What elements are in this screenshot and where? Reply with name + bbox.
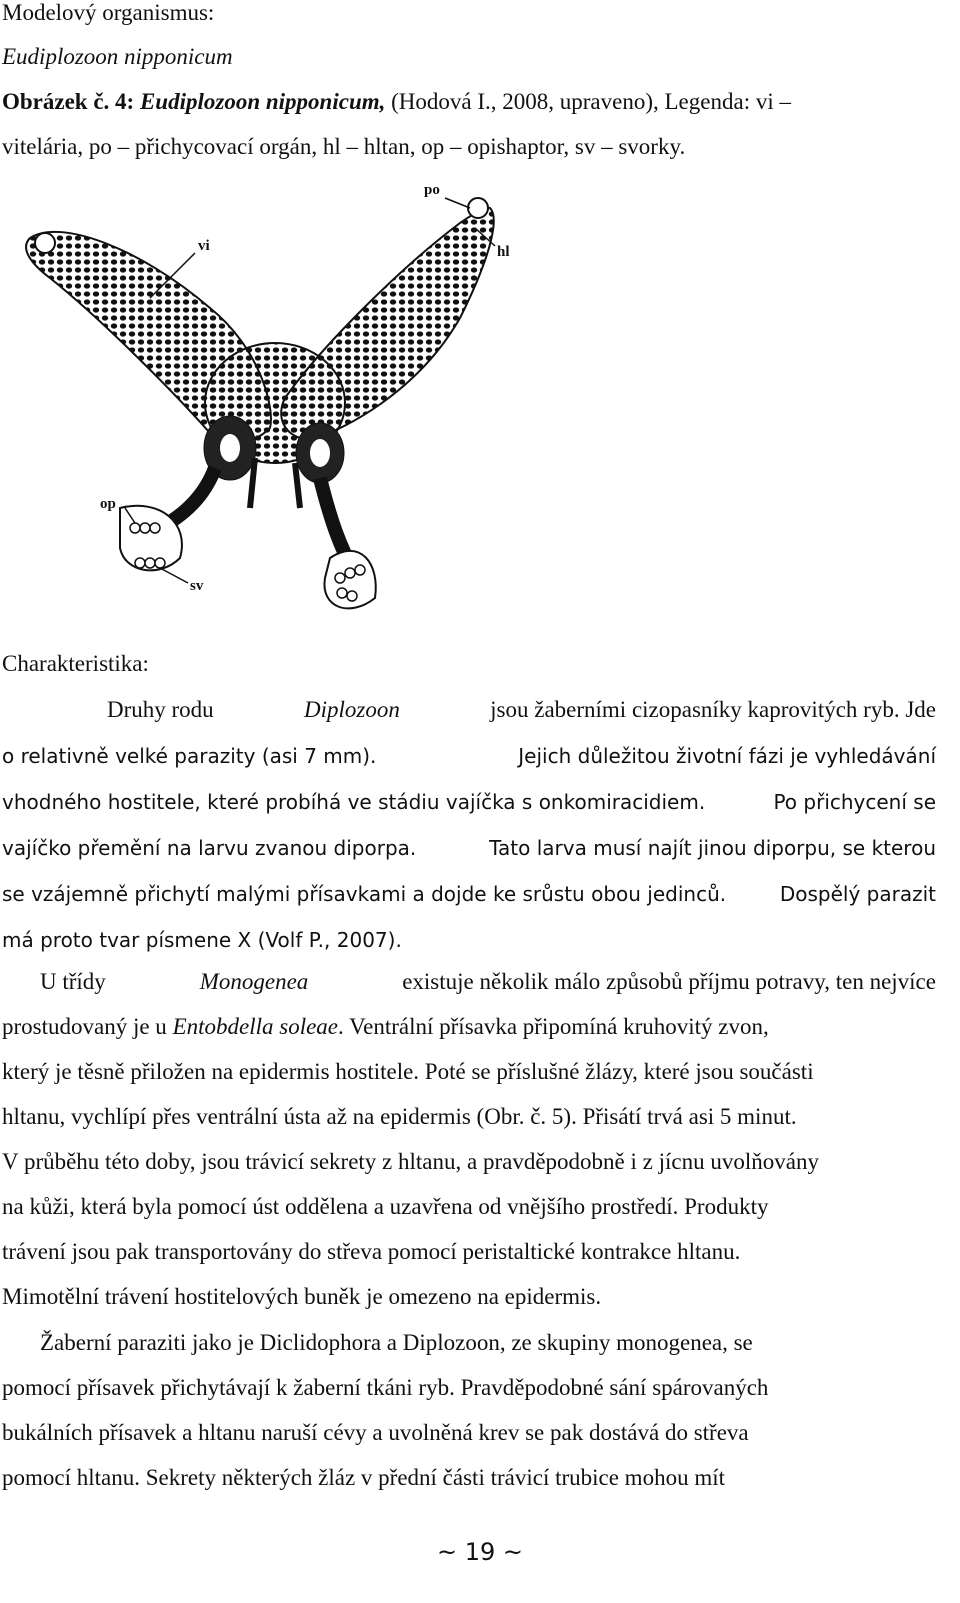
p2-line-1: U třídy Monogenea existuje několik málo způsobů příjmu potravy, ten nejvíce bbox=[40, 969, 936, 994]
figure-caption-line-1 bbox=[2, 89, 936, 115]
p3-line-2: pomocí přísavek přichytávají k žaberní tkáni ryb. Pravděpodobné sání spárovaných bbox=[2, 1375, 769, 1400]
label-po: po bbox=[424, 182, 440, 198]
p2-line-3: který je těsně přiložen na epidermis hostitele. Poté se příslušné žlázy, které jsou součásti bbox=[2, 1059, 814, 1084]
caption-species: Eudiplozoon nipponicum, bbox=[139, 89, 386, 114]
header-line-2: Eudiplozoon nipponicum bbox=[2, 44, 233, 69]
label-op: op bbox=[100, 496, 116, 512]
figure-caption-line-2: vitelária, po – přichycovací orgán, hl – hltan, op – opishaptor, sv – svorky. bbox=[2, 134, 686, 159]
p3-line-3: bukálních přísavek a hltanu naruší cévy a uvolněná krev se pak dostává do střeva bbox=[2, 1420, 749, 1445]
p2-line-7: trávení jsou pak transportovány do střeva pomocí peristaltické kontrakce hltanu. bbox=[2, 1239, 741, 1264]
diplozoon-figure bbox=[20, 178, 540, 618]
caption-label: Obrázek č. 4: bbox=[2, 89, 135, 114]
p1-line-3: vhodného hostitele, které probíhá ve stádiu vajíčka s onkomiracidiem. Po přichycení se bbox=[2, 790, 936, 814]
p1-line-1: Druhy rodu Diplozoon jsou žaberními cizopasníky kaprovitých ryb. Jde bbox=[107, 697, 936, 722]
p1-line-6: má proto tvar písmene X (Volf P., 2007). bbox=[2, 928, 402, 952]
p1-line-4: vajíčko přemění na larvu zvanou diporpa. Tato larva musí najít jinou diporpu, se kterou bbox=[2, 836, 936, 860]
p1-line-2: o relativně velké parazity (asi 7 mm). Jejich důležitou životní fázi je vyhledávání bbox=[2, 744, 936, 768]
section-heading: Charakteristika: bbox=[2, 651, 149, 676]
header-line-1: Modelový organismus: bbox=[2, 0, 215, 25]
page-number: ~ 19 ~ bbox=[436, 1538, 523, 1566]
p3-line-4: pomocí hltanu. Sekrety některých žláz v přední části trávicí trubice mohou mít bbox=[2, 1465, 725, 1490]
label-vi: vi bbox=[198, 238, 210, 254]
p2-line-5: V průběhu této doby, jsou trávicí sekrety z hltanu, a pravděpodobně i z jícnu uvolňovány bbox=[2, 1149, 819, 1174]
p2-line-8: Mimotělní trávení hostitelových buněk je omezeno na epidermis. bbox=[2, 1284, 602, 1309]
p2-line-2: prostudovaný je u Entobdella soleae. Ventrální přísavka připomíná kruhovitý zvon, bbox=[2, 1014, 769, 1039]
p2-line-6: na kůži, která byla pomocí úst oddělena a uzavřena od vnějšího prostředí. Produkty bbox=[2, 1194, 769, 1219]
p2-line-4: hltanu, vychlípí přes ventrální ústa až na epidermis (Obr. č. 5). Přisátí trvá asi 5 minut. bbox=[2, 1104, 797, 1129]
p1-line-5: se vzájemně přichytí malými přísavkami a dojde ke srůstu obou jedinců. Dospělý parazit bbox=[2, 882, 936, 906]
p3-line-1: Žaberní paraziti jako je Diclidophora a Diplozoon, ze skupiny monogenea, se bbox=[40, 1330, 753, 1355]
label-sv: sv bbox=[190, 578, 204, 594]
caption-rest: (Hodová I., 2008, upraveno), Legenda: vi – bbox=[385, 89, 791, 114]
label-hl: hl bbox=[497, 244, 510, 260]
